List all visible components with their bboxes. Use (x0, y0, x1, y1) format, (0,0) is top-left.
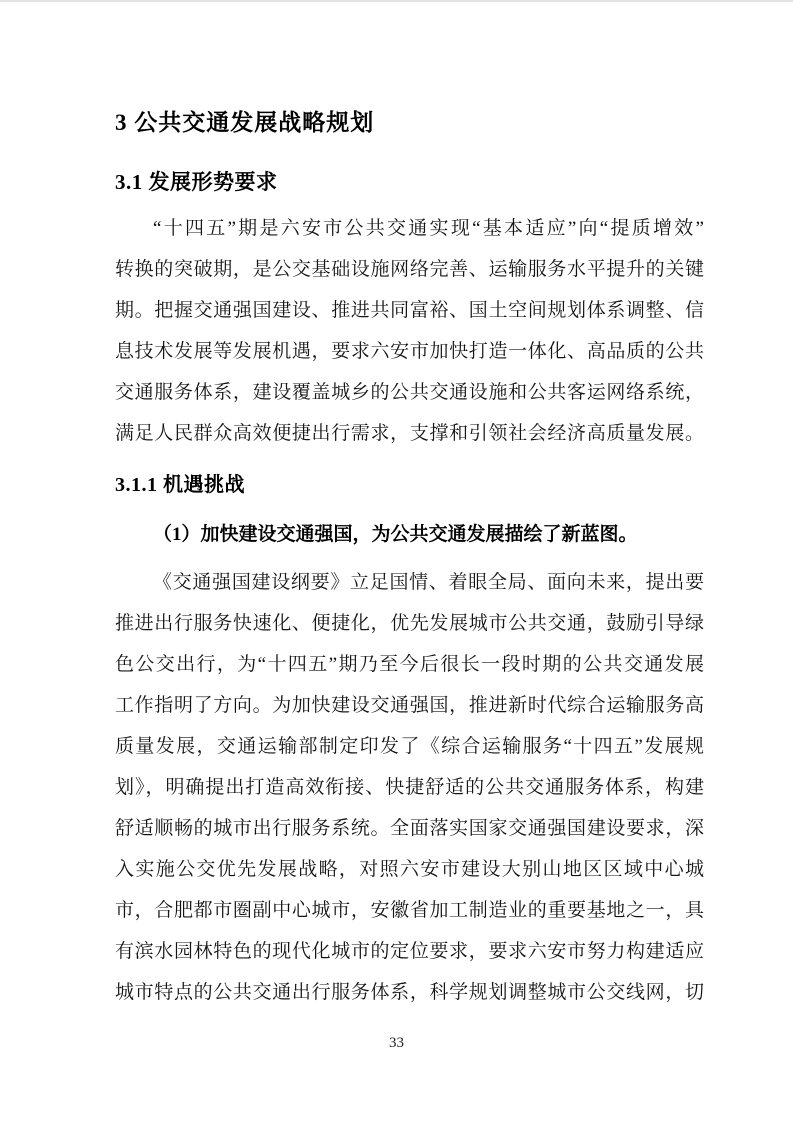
subsection-heading: 3.1.1 机遇挑战 (115, 474, 245, 496)
document-content (115, 0, 704, 1013)
paragraph-2-line: 工作指明了方向。为加快建设交通强国，推进新时代综合运输服务高 (115, 695, 704, 716)
chapter-heading: 3 公共交通发展战略规划 (115, 110, 375, 135)
paragraph-2-line: 《交通强国建设纲要》立足国情、着眼全局、面向未来，提出要 (153, 572, 704, 593)
paragraph-2-line: 舒适顺畅的城市出行服务系统。全面落实国家交通强国建设要求，深 (115, 818, 704, 839)
paragraph-2-line: 有滨水园林特色的现代化城市的定位要求，要求六安市努力构建适应 (115, 941, 704, 962)
point-heading: （1）加快建设交通强国，为公共交通发展描绘了新蓝图。 (153, 524, 638, 545)
section-heading: 3.1 发展形势要求 (115, 170, 278, 194)
paragraph-2-line: 入实施公交优先发展战略，对照六安市建设大别山地区区域中心城 (115, 859, 704, 880)
paragraph-1-line: 交通服务体系，建设覆盖城乡的公共交通设施和公共客运网络系统， (115, 382, 704, 403)
page-number: 33 (389, 1035, 404, 1051)
paragraph-2-line: 质量发展，交通运输部制定印发了《综合运输服务“十四五”发展规 (115, 736, 704, 757)
paragraph-1-line: 期。把握交通强国建设、推进共同富裕、国土空间规划体系调整、信 (115, 300, 704, 321)
paragraph-2-line: 城市特点的公共交通出行服务体系，科学规划调整城市公交线网，切 (115, 982, 704, 1003)
paragraph-1-line: 息技术发展等发展机遇，要求六安市加快打造一体化、高品质的公共 (115, 341, 704, 362)
paragraph-2-line: 划》，明确提出打造高效衔接、快捷舒适的公共交通服务体系，构建 (115, 777, 704, 798)
paragraph-1-line: 满足人民群众高效便捷出行需求，支撑和引领社会经济高质量发展。 (115, 423, 704, 444)
paragraph-1-line: “十四五”期是六安市公共交通实现“基本适应”向“提质增效” (153, 218, 704, 239)
paragraph-2-line: 推进出行服务快速化、便捷化，优先发展城市公共交通，鼓励引导绿 (115, 613, 704, 634)
paragraph-2-line: 色公交出行，为“十四五”期乃至今后很长一段时期的公共交通发展 (115, 654, 704, 675)
paragraph-2 (115, 562, 704, 1013)
paragraph-1-line: 转换的突破期，是公交基础设施网络完善、运输服务水平提升的关键 (115, 259, 704, 280)
paragraph-2-line: 市，合肥都市圈副中心城市，安徽省加工制造业的重要基地之一，具 (115, 900, 704, 921)
paragraph-1 (115, 208, 704, 454)
